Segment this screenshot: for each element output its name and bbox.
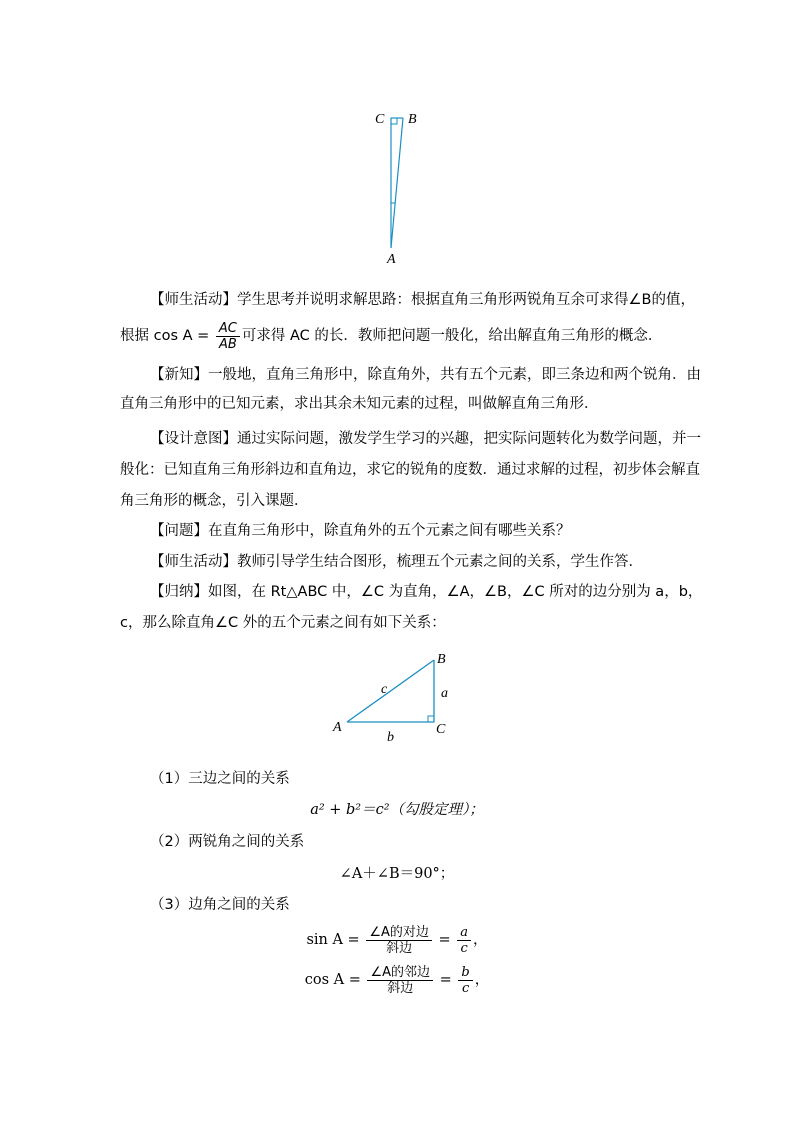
cos-formula: [0, 962, 794, 998]
activity1-line1: 【师生活动】学生思考并说明求解思路：根据直角三角形两锐角互余可求得∠B的值，: [150, 292, 695, 308]
relation2-heading: （2）两锐角之间的关系: [150, 834, 305, 850]
relation1-heading: （1）三边之间的关系: [150, 771, 290, 787]
figure-thin-triangle: [360, 105, 430, 270]
new-knowledge-line2: 直角三角形中的已知元素，求出其余未知元素的过程，叫做解直角三角形．: [120, 396, 599, 412]
sin-formula: [0, 922, 794, 958]
relation2-formula: [0, 862, 794, 886]
relation3-heading: （3）边角之间的关系: [150, 897, 290, 913]
sin-comma: ，: [473, 932, 488, 948]
summary-line2: c，那么除直角∠C 外的五个元素之间有如下关系：: [120, 615, 446, 631]
side-label-c: c: [381, 682, 388, 697]
label-a: A: [387, 252, 396, 267]
vertex-c: C: [436, 722, 446, 737]
paragraph-activity-1: [120, 288, 695, 312]
figure-triangle-abc: [325, 645, 475, 745]
design-line2: 般化：已知直角三角形斜边和直角边，求它的锐角的度数．通过求解的过程，初步体会解直: [120, 462, 700, 478]
pythagorean-formula: a² + b²＝c²（勾股定理）；: [310, 802, 484, 818]
label-c: C: [375, 112, 385, 127]
sin-frac2-den: c: [460, 940, 468, 956]
side-ab: [391, 118, 403, 248]
right-angle-mark: [428, 716, 434, 722]
activity1-line2-post: 可求得 AC 的长．教师把问题一般化，给出解直角三角形的概念．: [241, 328, 663, 344]
design-line3: 角三角形的概念，引入课题．: [120, 493, 309, 509]
cos-prefix: 根据 cos A =: [120, 328, 214, 344]
relation1-formula: [0, 798, 794, 822]
cos-comma: ，: [474, 972, 490, 988]
side-label-a: a: [441, 686, 448, 701]
vertex-b: B: [437, 652, 446, 667]
new-knowledge-line1: 【新知】一般地，直角三角形中，除直角外，共有五个元素，即三条边和两个锐角．由: [150, 367, 701, 383]
right-angle-mark: [391, 118, 397, 124]
activity1-line2: [120, 318, 662, 354]
question-line: 【问题】在直角三角形中，除直角外的五个元素之间有哪些关系？: [150, 523, 571, 539]
sin-frac1-num: ∠A的对边: [366, 925, 432, 941]
summary-line1: 【归纳】如图，在 Rt△ABC 中，∠C 为直角，∠A，∠B，∠C 所对的边分别为 a，b，: [150, 584, 703, 600]
sin-equals: =: [433, 932, 456, 948]
frac-num: AC: [216, 321, 240, 337]
angle-sum-formula: ∠A＋∠B＝90°；: [339, 866, 455, 882]
cos-frac2-num: b: [458, 965, 472, 981]
design-line1: 【设计意图】通过实际问题，激发学生学习的兴趣，把实际问题转化为数学问题，并一: [150, 431, 701, 447]
sin-prefix: sin A =: [306, 932, 365, 948]
side-c: [347, 660, 434, 722]
cos-frac1-den: 斜边: [387, 980, 414, 996]
cos-equals: =: [435, 972, 457, 988]
cos-prefix: cos A =: [304, 972, 366, 988]
sin-frac2-num: a: [457, 925, 471, 941]
frac-den: AB: [218, 336, 237, 352]
sin-frac1-den: 斜边: [386, 940, 413, 956]
vertex-a: A: [333, 720, 342, 735]
cos-frac1-num: ∠A的邻边: [367, 965, 433, 981]
activity2-line: 【师生活动】教师引导学生结合图形，梳理五个元素之间的关系，学生作答．: [150, 554, 643, 570]
cos-frac2-den: c: [461, 980, 470, 996]
label-b: B: [408, 112, 417, 127]
side-label-b: b: [387, 730, 394, 745]
